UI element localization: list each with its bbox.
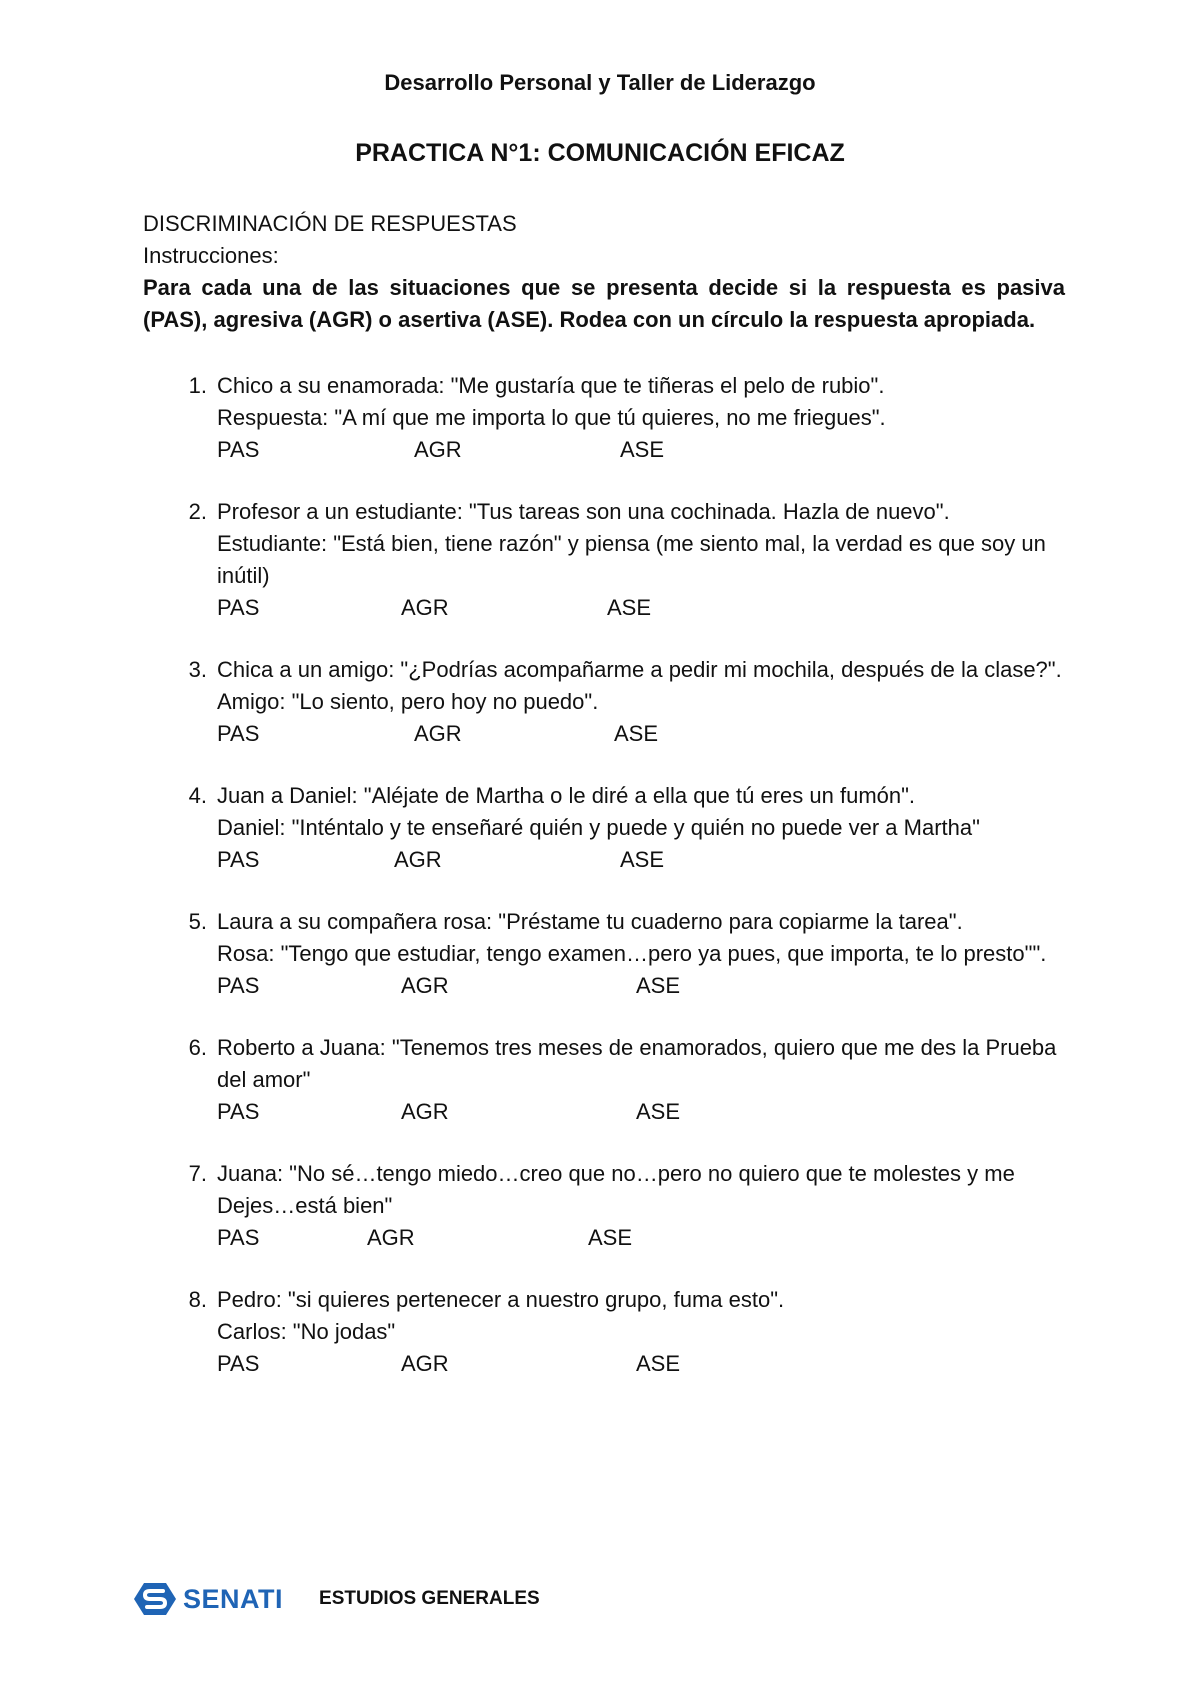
option-agr[interactable]: AGR: [401, 1351, 449, 1376]
document-body: [143, 208, 1065, 1410]
question-text: Pedro: "si quieres pertenecer a nuestro grupo, fuma esto".: [217, 1287, 785, 1312]
response-text: Daniel: "Inténtalo y te enseñaré quién y puede y quién no puede ver a Martha": [217, 815, 980, 840]
senati-logo: [133, 1581, 283, 1617]
question-number: 1.: [188, 373, 207, 398]
course-title: Desarrollo Personal y Taller de Liderazgo: [384, 70, 816, 95]
answer-options: [217, 1348, 1065, 1380]
practice-title: PRACTICA N°1: COMUNICACIÓN EFICAZ: [355, 139, 845, 167]
option-agr[interactable]: AGR: [414, 437, 462, 462]
option-pas[interactable]: PAS: [217, 1351, 260, 1376]
question-text: Juan a Daniel: "Aléjate de Martha o le diré a ella que tú eres un fumón".: [217, 783, 916, 808]
option-pas[interactable]: PAS: [217, 1225, 260, 1250]
question-text: Laura a su compañera rosa: "Préstame tu cuaderno para copiarme la tarea".: [217, 909, 963, 934]
response-text: Dejes…está bien": [217, 1193, 393, 1218]
option-pas[interactable]: PAS: [217, 721, 260, 746]
response-text: Carlos: "No jodas": [217, 1319, 396, 1344]
option-pas[interactable]: PAS: [217, 847, 260, 872]
question-number: 2.: [188, 499, 207, 524]
question-8: [143, 1284, 1065, 1380]
answer-options: [217, 1222, 1065, 1254]
question-text: Chico a su enamorada: "Me gustaría que te tiñeras el pelo de rubio".: [217, 373, 885, 398]
question-5: [143, 906, 1065, 1002]
question-text: Roberto a Juana: "Tenemos tres meses de enamorados, quiero que me des la Prueba del amor": [217, 1035, 1057, 1092]
question-4: [143, 780, 1065, 876]
answer-options: [217, 1096, 1065, 1128]
option-agr[interactable]: AGR: [401, 973, 449, 998]
answer-options: [217, 434, 1065, 466]
option-ase[interactable]: ASE: [620, 437, 665, 462]
question-number: 8.: [188, 1287, 207, 1312]
option-ase[interactable]: ASE: [636, 973, 681, 998]
question-number: 7.: [188, 1161, 207, 1186]
answer-options: [217, 970, 1065, 1002]
senati-s-logo-icon: [133, 1581, 177, 1617]
logo-text: SENATI: [183, 1583, 284, 1614]
option-ase[interactable]: ASE: [614, 721, 659, 746]
answer-options: [217, 718, 1065, 750]
option-pas[interactable]: PAS: [217, 973, 260, 998]
answer-options: [217, 844, 1065, 876]
instructions-text: Para cada una de las situaciones que se presenta decide si la respuesta es pasiva (PAS), agresiva (AGR) o asertiva (ASE). Rodea con un círculo la respuesta apropiada.: [143, 275, 1065, 332]
question-text: Profesor a un estudiante: "Tus tareas son una cochinada. Hazla de nuevo".: [217, 499, 950, 524]
question-list: [143, 370, 1065, 1380]
option-pas[interactable]: PAS: [217, 595, 260, 620]
option-agr[interactable]: AGR: [401, 595, 449, 620]
option-pas[interactable]: PAS: [217, 1099, 260, 1124]
option-agr[interactable]: AGR: [394, 847, 442, 872]
question-number: 5.: [188, 909, 207, 934]
option-agr[interactable]: AGR: [367, 1225, 415, 1250]
option-pas[interactable]: PAS: [217, 437, 260, 462]
question-text: Chica a un amigo: "¿Podrías acompañarme a pedir mi mochila, después de la clase?".: [217, 657, 1062, 682]
footer-text: ESTUDIOS GENERALES: [319, 1588, 540, 1609]
response-text: Rosa: "Tengo que estudiar, tengo examen…pero ya pues, que importa, te lo presto"".: [217, 941, 1047, 966]
response-text: Estudiante: "Está bien, tiene razón" y piensa (me siento mal, la verdad es que soy un inútil): [217, 531, 1046, 588]
question-number: 3.: [188, 657, 207, 682]
answer-options: [217, 592, 1065, 624]
response-text: Amigo: "Lo siento, pero hoy no puedo".: [217, 689, 599, 714]
question-6: [143, 1032, 1065, 1128]
question-text: Juana: "No sé…tengo miedo…creo que no…pero no quiero que te molestes y me: [217, 1161, 1015, 1186]
option-ase[interactable]: ASE: [636, 1099, 681, 1124]
option-ase[interactable]: ASE: [588, 1225, 633, 1250]
question-1: [143, 370, 1065, 466]
option-ase[interactable]: ASE: [620, 847, 665, 872]
instructions-label: Instrucciones:: [143, 243, 279, 268]
option-ase[interactable]: ASE: [607, 595, 652, 620]
option-agr[interactable]: AGR: [401, 1099, 449, 1124]
question-7: [143, 1158, 1065, 1254]
response-text: Respuesta: "A mí que me importa lo que tú quieres, no me friegues".: [217, 405, 886, 430]
question-number: 6.: [188, 1035, 207, 1060]
question-3: [143, 654, 1065, 750]
page-footer: [133, 1577, 540, 1621]
option-ase[interactable]: ASE: [636, 1351, 681, 1376]
question-2: [143, 496, 1065, 624]
option-agr[interactable]: AGR: [414, 721, 462, 746]
section-title: DISCRIMINACIÓN DE RESPUESTAS: [143, 211, 517, 236]
question-number: 4.: [188, 783, 207, 808]
